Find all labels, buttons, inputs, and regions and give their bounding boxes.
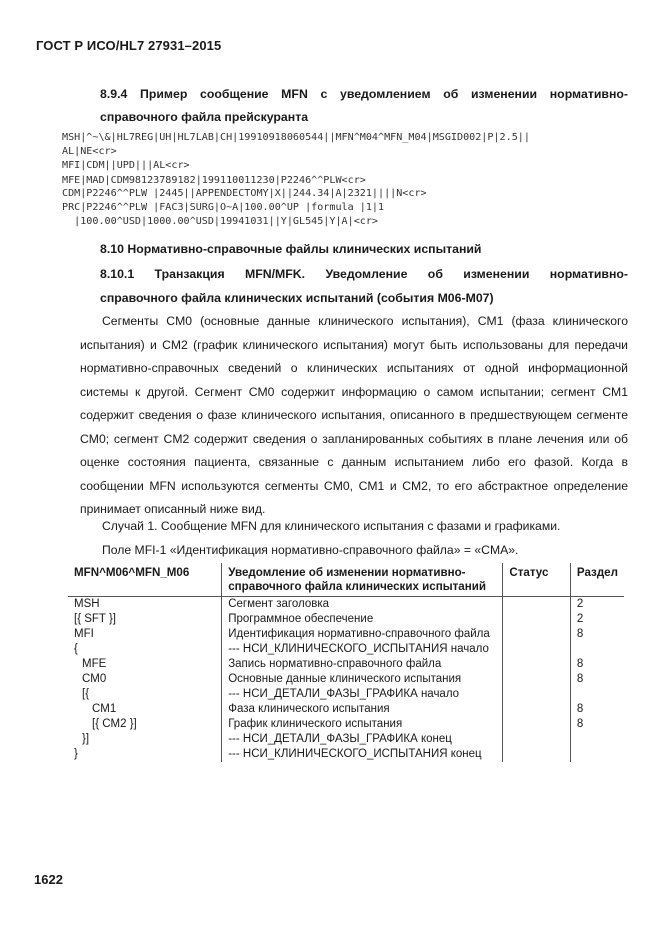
table-row [68,732,624,747]
description-cell: Основные данные клинического испытания [222,672,503,687]
description-cell: Сегмент заголовка [222,597,503,613]
section-cell: 2 [570,612,624,627]
segment-cell: { [74,643,78,655]
status-cell [503,642,571,657]
table-header-row [68,563,624,597]
section-8-10-1-title-line2: справочного файла клинических испытаний (события M06-M07) [100,291,494,305]
code-line: AL|NE<cr> [62,146,117,157]
table-row [68,717,624,732]
message-structure-table [68,563,624,762]
description-cell: --- НСИ_КЛИНИЧЕСКОГО_ИСПЫТАНИЯ начало [222,642,503,657]
segment-cell: MFI [74,628,94,640]
description-cell: Идентификация нормативно-справочного файла [222,627,503,642]
code-line: |100.00^USD|1000.00^USD|19941031||Y|GL545|Y|A|<cr> [62,216,379,227]
section-cell: 2 [570,597,624,613]
description-cell: Фаза клинического испытания [222,702,503,717]
table-row [68,747,624,762]
description-cell: --- НСИ_ДЕТАЛИ_ФАЗЫ_ГРАФИКА конец [222,732,503,747]
document-header: ГОСТ Р ИСО/HL7 27931–2015 [36,38,222,53]
description-cell: Программное обеспечение [222,612,503,627]
status-cell [503,597,571,613]
segment-cell: } [74,748,78,760]
section-cell: 8 [570,702,624,717]
description-cell: Запись нормативно-справочного файла [222,657,503,672]
segment-cell: [{ [82,688,90,700]
status-cell [503,702,571,717]
section-cell: 8 [570,657,624,672]
section-cell [570,642,624,657]
field-description: Поле MFI-1 «Идентификация нормативно-справочного файла» = «CMA». [102,543,519,557]
table-row [68,687,624,702]
code-line: MFI|CDM||UPD|||AL<cr> [62,160,190,171]
section-cell: 8 [570,672,624,687]
segment-cell: CM0 [82,673,107,685]
status-cell [503,732,571,747]
section-8-10-title: 8.10 Нормативно-справочные файлы клинических испытаний [100,242,482,256]
status-cell [503,717,571,732]
header-description: Уведомление об изменении нормативно-справочного файла клинических испытаний [222,563,503,597]
table-row [68,642,624,657]
header-status: Статус [503,563,571,597]
section-8-10-1-title-line1: 8.10.1 Транзакция MFN/MFK. Уведомление об изменении нормативно- [100,267,628,281]
section-cell [570,732,624,747]
header-section: Раздел [570,563,624,597]
status-cell [503,657,571,672]
status-cell [503,747,571,762]
status-cell [503,672,571,687]
segment-cell: CM1 [92,703,117,715]
code-line: PRC|P2246^^PLW |FAC3|SURG|O~A|100.00^UP |formula |1|1 [62,202,385,213]
section-cell [570,687,624,702]
description-cell: График клинического испытания [222,717,503,732]
table-row [68,597,624,613]
description-cell: --- НСИ_КЛИНИЧЕСКОГО_ИСПЫТАНИЯ конец [222,747,503,762]
table-row [68,627,624,642]
header-message-type: MFN^M06^MFN_M06 [68,563,222,597]
segment-cell: MSH [74,598,100,610]
code-line: CDM|P2246^^PLW |2445||APPENDECTOMY|X||244.34|A|2321||||N<cr> [62,188,427,199]
section-8-9-4-title-line1: 8.9.4 Пример сообщение MFN с уведомлением об изменении нормативно- [100,87,628,101]
table-row [68,702,624,717]
status-cell [503,612,571,627]
status-cell [503,627,571,642]
section-cell: 8 [570,717,624,732]
table-row [68,672,624,687]
code-line: MSH|^~\&|HL7REG|UH|HL7LAB|CH|19910918060544||MFN^M04^MFN_M04|MSGID002|P|2.5|| [62,132,530,143]
status-cell [503,687,571,702]
body-paragraph: Сегменты CM0 (основные данные клинического испытания), CM1 (фаза клинического испытания) и CM2 (график клинического испытания) могут быть использованы для передачи нормативно-справочных сведений о клинических испытаниях от одной информационной системы к другой. Сегмент CM0 содержит информацию о самом испытании; сегмент CM1 содержит сведения о фазе клинического испытания, описанного в предшествующем сегменте CM0; сегмент CM2 содержит сведения о запланированных событиях в плане лечения или об оценке состояния пациента, связанные с данным испытанием либо его фазой. Когда в сообщении MFN используются сегменты CM0, CM1 и CM2, то его абстрактное определение принимает описанный ниже вид. [80,314,628,516]
segment-cell: }] [82,733,90,745]
segment-cell: [{ CM2 }] [92,718,137,730]
segment-cell: [{ SFT }] [74,613,116,625]
section-8-9-4-title-line2: справочного файла прейскуранта [100,110,309,124]
section-cell [570,747,624,762]
description-cell: --- НСИ_ДЕТАЛИ_ФАЗЫ_ГРАФИКА начало [222,687,503,702]
page-number: 1622 [34,872,63,887]
code-line: MFE|MAD|CDM98123789182|199110011230|P2246^^PLW<cr> [62,175,366,186]
case-description: Случай 1. Сообщение MFN для клинического испытания с фазами и графиками. [102,519,561,533]
segment-cell: MFE [82,658,107,670]
table-row [68,612,624,627]
table-row [68,657,624,672]
section-cell: 8 [570,627,624,642]
